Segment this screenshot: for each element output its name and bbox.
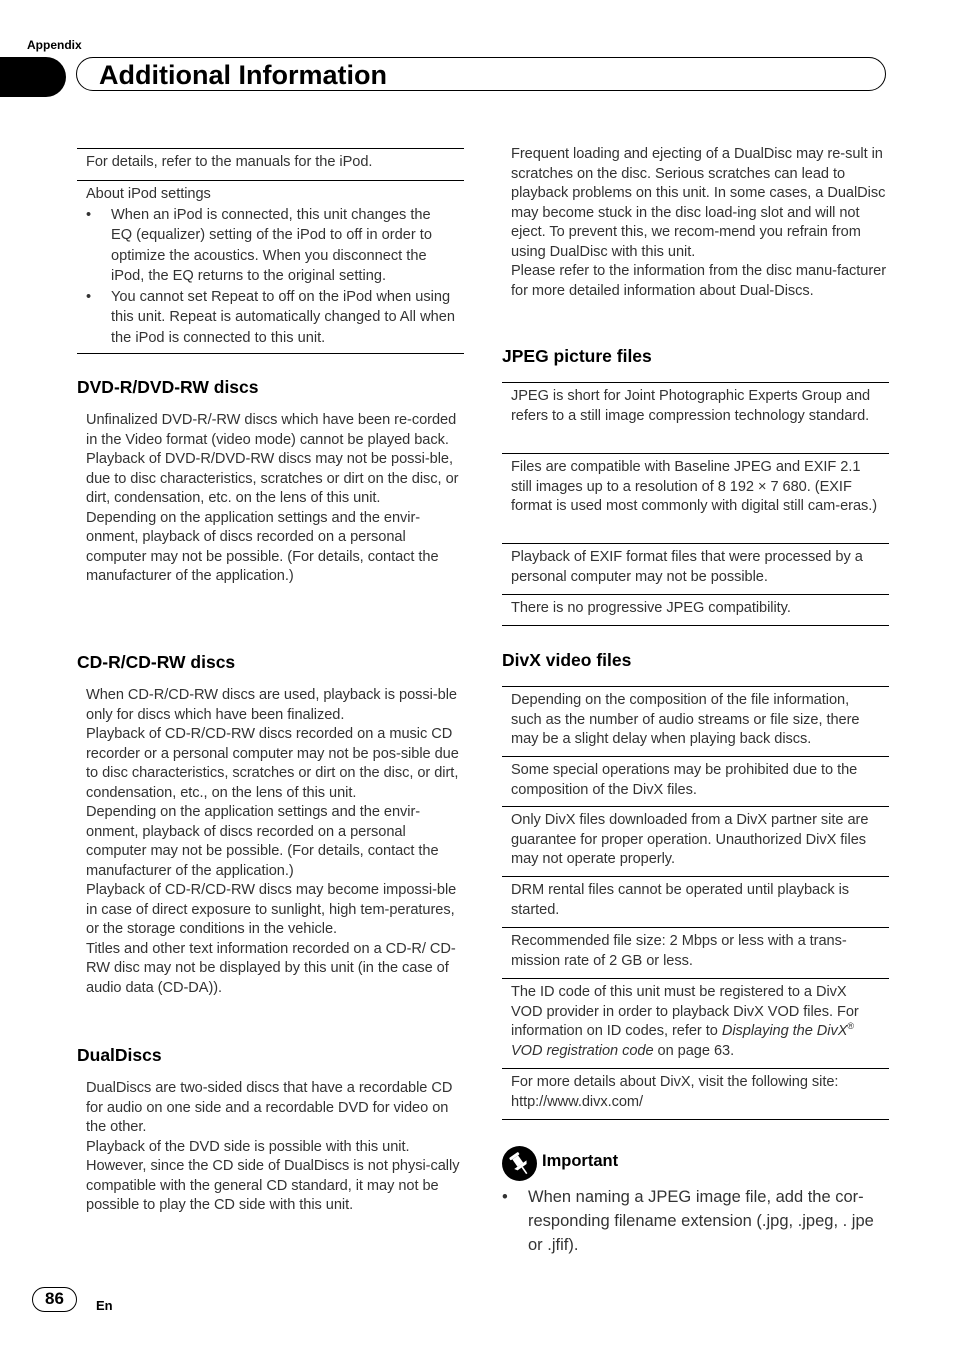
dual-heading: DualDiscs bbox=[77, 1045, 162, 1065]
jpeg-item bbox=[502, 543, 889, 595]
important-header bbox=[502, 1146, 889, 1186]
paragraph: Frequent loading and ejecting of a DualDisc may re-sult in scratches on the disc. Serious scratches can lead to playback problems on this unit. In some cases, a DualDisc may become stuck in the disc load-ing slot and will not eject. To prevent this, we recom-mend you refrain from using DualDisc with this unit. bbox=[511, 146, 886, 260]
cd-heading: CD-R/CD-RW discs bbox=[77, 652, 236, 672]
paragraph: Playback of EXIF format files that were processed by a personal computer may not be possible. bbox=[511, 549, 863, 585]
divx-id-item bbox=[502, 978, 889, 1069]
paragraph: Files are compatible with Baseline JPEG and EXIF 2.1 still images up to a resolution of 8 192 × 7 680. (EXIF format is used most commonly with digital still cam-eras.) bbox=[511, 459, 878, 514]
divx-link-text-2: VOD registration code bbox=[511, 1042, 654, 1059]
paragraph: Depending on the application settings and the envir-onment, playback of discs recorded on a personal computer may not be possible. (For details, contact the manufacturer of the application.) bbox=[86, 509, 439, 584]
jpeg-item bbox=[502, 594, 889, 626]
ipod-note: For details, refer to the manuals for the iPod. bbox=[86, 154, 373, 170]
paragraph bbox=[511, 983, 880, 1061]
page-number: 86 bbox=[32, 1287, 77, 1312]
paragraph: DRM rental files cannot be operated until playback is started. bbox=[511, 882, 850, 918]
important-bullets bbox=[502, 1185, 889, 1257]
divx-heading: DivX video files bbox=[502, 650, 632, 670]
paragraph: Only DivX files downloaded from a DivX partner site are guarantee for proper operation. Unauthorized DivX files may not operate properly. bbox=[511, 812, 869, 867]
paragraph: Playback of the DVD side is possible with this unit. However, since the CD side of DualDiscs is not physi-cally compatible with the general CD standard, it may not be possible to play the CD side with this unit. bbox=[86, 1138, 460, 1213]
text-span: The ID code of this unit must be registered to a DivX VOD provider in order to playback DivX VOD files. For information on ID codes, refer to bbox=[511, 984, 859, 1039]
dvd-heading: DVD-R/DVD-RW discs bbox=[77, 377, 259, 397]
title-bar bbox=[76, 57, 886, 91]
cd-text bbox=[86, 686, 464, 998]
divx-site-item bbox=[502, 1068, 889, 1120]
divx-item bbox=[502, 876, 889, 928]
section-tab bbox=[0, 57, 66, 97]
paragraph: Depending on the application settings and the envir-onment, playback of discs recorded on a personal computer may not be possible. (For details, contact the manufacturer of the application.) bbox=[86, 804, 439, 879]
jpeg-item bbox=[502, 382, 889, 454]
jpeg-heading: JPEG picture files bbox=[502, 346, 652, 366]
list-item: • You cannot set Repeat to off on the iPod when using this unit. Repeat is automatically changed to All when the iPod is connected to this unit. bbox=[86, 287, 455, 349]
ipod-settings-box bbox=[77, 180, 464, 354]
dual-continued bbox=[511, 145, 889, 301]
paragraph: DualDiscs are two-sided discs that have a recordable CD for audio on one side and a recordable DVD for video on the other. bbox=[86, 1080, 453, 1135]
divx-item bbox=[502, 756, 889, 807]
page-title: Additional Information bbox=[99, 60, 387, 90]
dvd-text bbox=[86, 411, 464, 587]
ipod-note-box bbox=[77, 148, 464, 181]
divx-item bbox=[502, 806, 889, 877]
jpeg-item bbox=[502, 453, 889, 544]
divx-item bbox=[502, 927, 889, 979]
paragraph: For more details about DivX, visit the following site: http://www.divx.com/ bbox=[511, 1074, 839, 1110]
paragraph: Depending on the composition of the file information, such as the number of audio streams or file size, there may be a slight delay when playing back discs. bbox=[511, 692, 860, 747]
paragraph: JPEG is short for Joint Photographic Experts Group and refers to a still image compression technology standard. bbox=[511, 388, 871, 424]
paragraph: Some special operations may be prohibited due to the composition of the DivX files. bbox=[511, 762, 858, 798]
paragraph: Playback of CD-R/CD-RW discs recorded on a music CD recorder or a personal computer may not be pos-sible due to disc characteristics, scratches or dirt on the disc, or dirt, condensation, etc., on the lens of this unit. bbox=[86, 726, 459, 801]
paragraph: Recommended file size: 2 Mbps or less with a trans-mission rate of 2 GB or less. bbox=[511, 933, 847, 969]
paragraph: Please refer to the information from the disc manu-facturer for more detailed information about Dual-Discs. bbox=[511, 263, 887, 299]
divx-item bbox=[502, 686, 889, 757]
language-label: En bbox=[96, 1298, 113, 1313]
paragraph: There is no progressive JPEG compatibility. bbox=[511, 600, 791, 616]
paragraph: Playback of CD-R/CD-RW discs may become impossi-ble in case of direct exposure to sunlight, high tem-peratures, or the storage conditions in the vehicle. bbox=[86, 882, 457, 937]
divx-link-text: Displaying the DivX bbox=[721, 1023, 848, 1039]
dual-text bbox=[86, 1079, 464, 1216]
text-span: on page 63. bbox=[653, 1042, 735, 1059]
paragraph: Playback of DVD-R/DVD-RW discs may not be possi-ble, due to disc characteristics, scratches or dirt on the disc, or dirt, condensation, etc. on the lens of this unit. bbox=[86, 451, 459, 506]
important-label: Important bbox=[542, 1152, 619, 1170]
paragraph: Titles and other text information recorded on a CD-R/ CD-RW disc may not be displayed by this unit (in the case of audio data (CD-DA)). bbox=[86, 940, 456, 996]
registered-mark: ® bbox=[847, 1021, 855, 1032]
paragraph: Unfinalized DVD-R/-RW discs which have been re-corded in the Video format (video mode) cannot be played back. bbox=[86, 412, 457, 448]
section-label: Appendix bbox=[27, 38, 82, 52]
important-pin-icon bbox=[502, 1146, 537, 1181]
ipod-settings-title: About iPod settings bbox=[86, 186, 211, 202]
ipod-bullets bbox=[86, 205, 455, 349]
paragraph: When CD-R/CD-RW discs are used, playback is possi-ble only for discs which have been finalized. bbox=[86, 687, 457, 723]
list-item: • When an iPod is connected, this unit changes the EQ (equalizer) setting of the iPod to off in order to optimize the acoustics. When you disconnect the iPod, the EQ returns to the original setting. bbox=[86, 205, 455, 287]
list-item: • When naming a JPEG image file, add the cor-responding filename extension (.jpg, .jpeg, . jpe or .jfif). bbox=[502, 1185, 889, 1257]
